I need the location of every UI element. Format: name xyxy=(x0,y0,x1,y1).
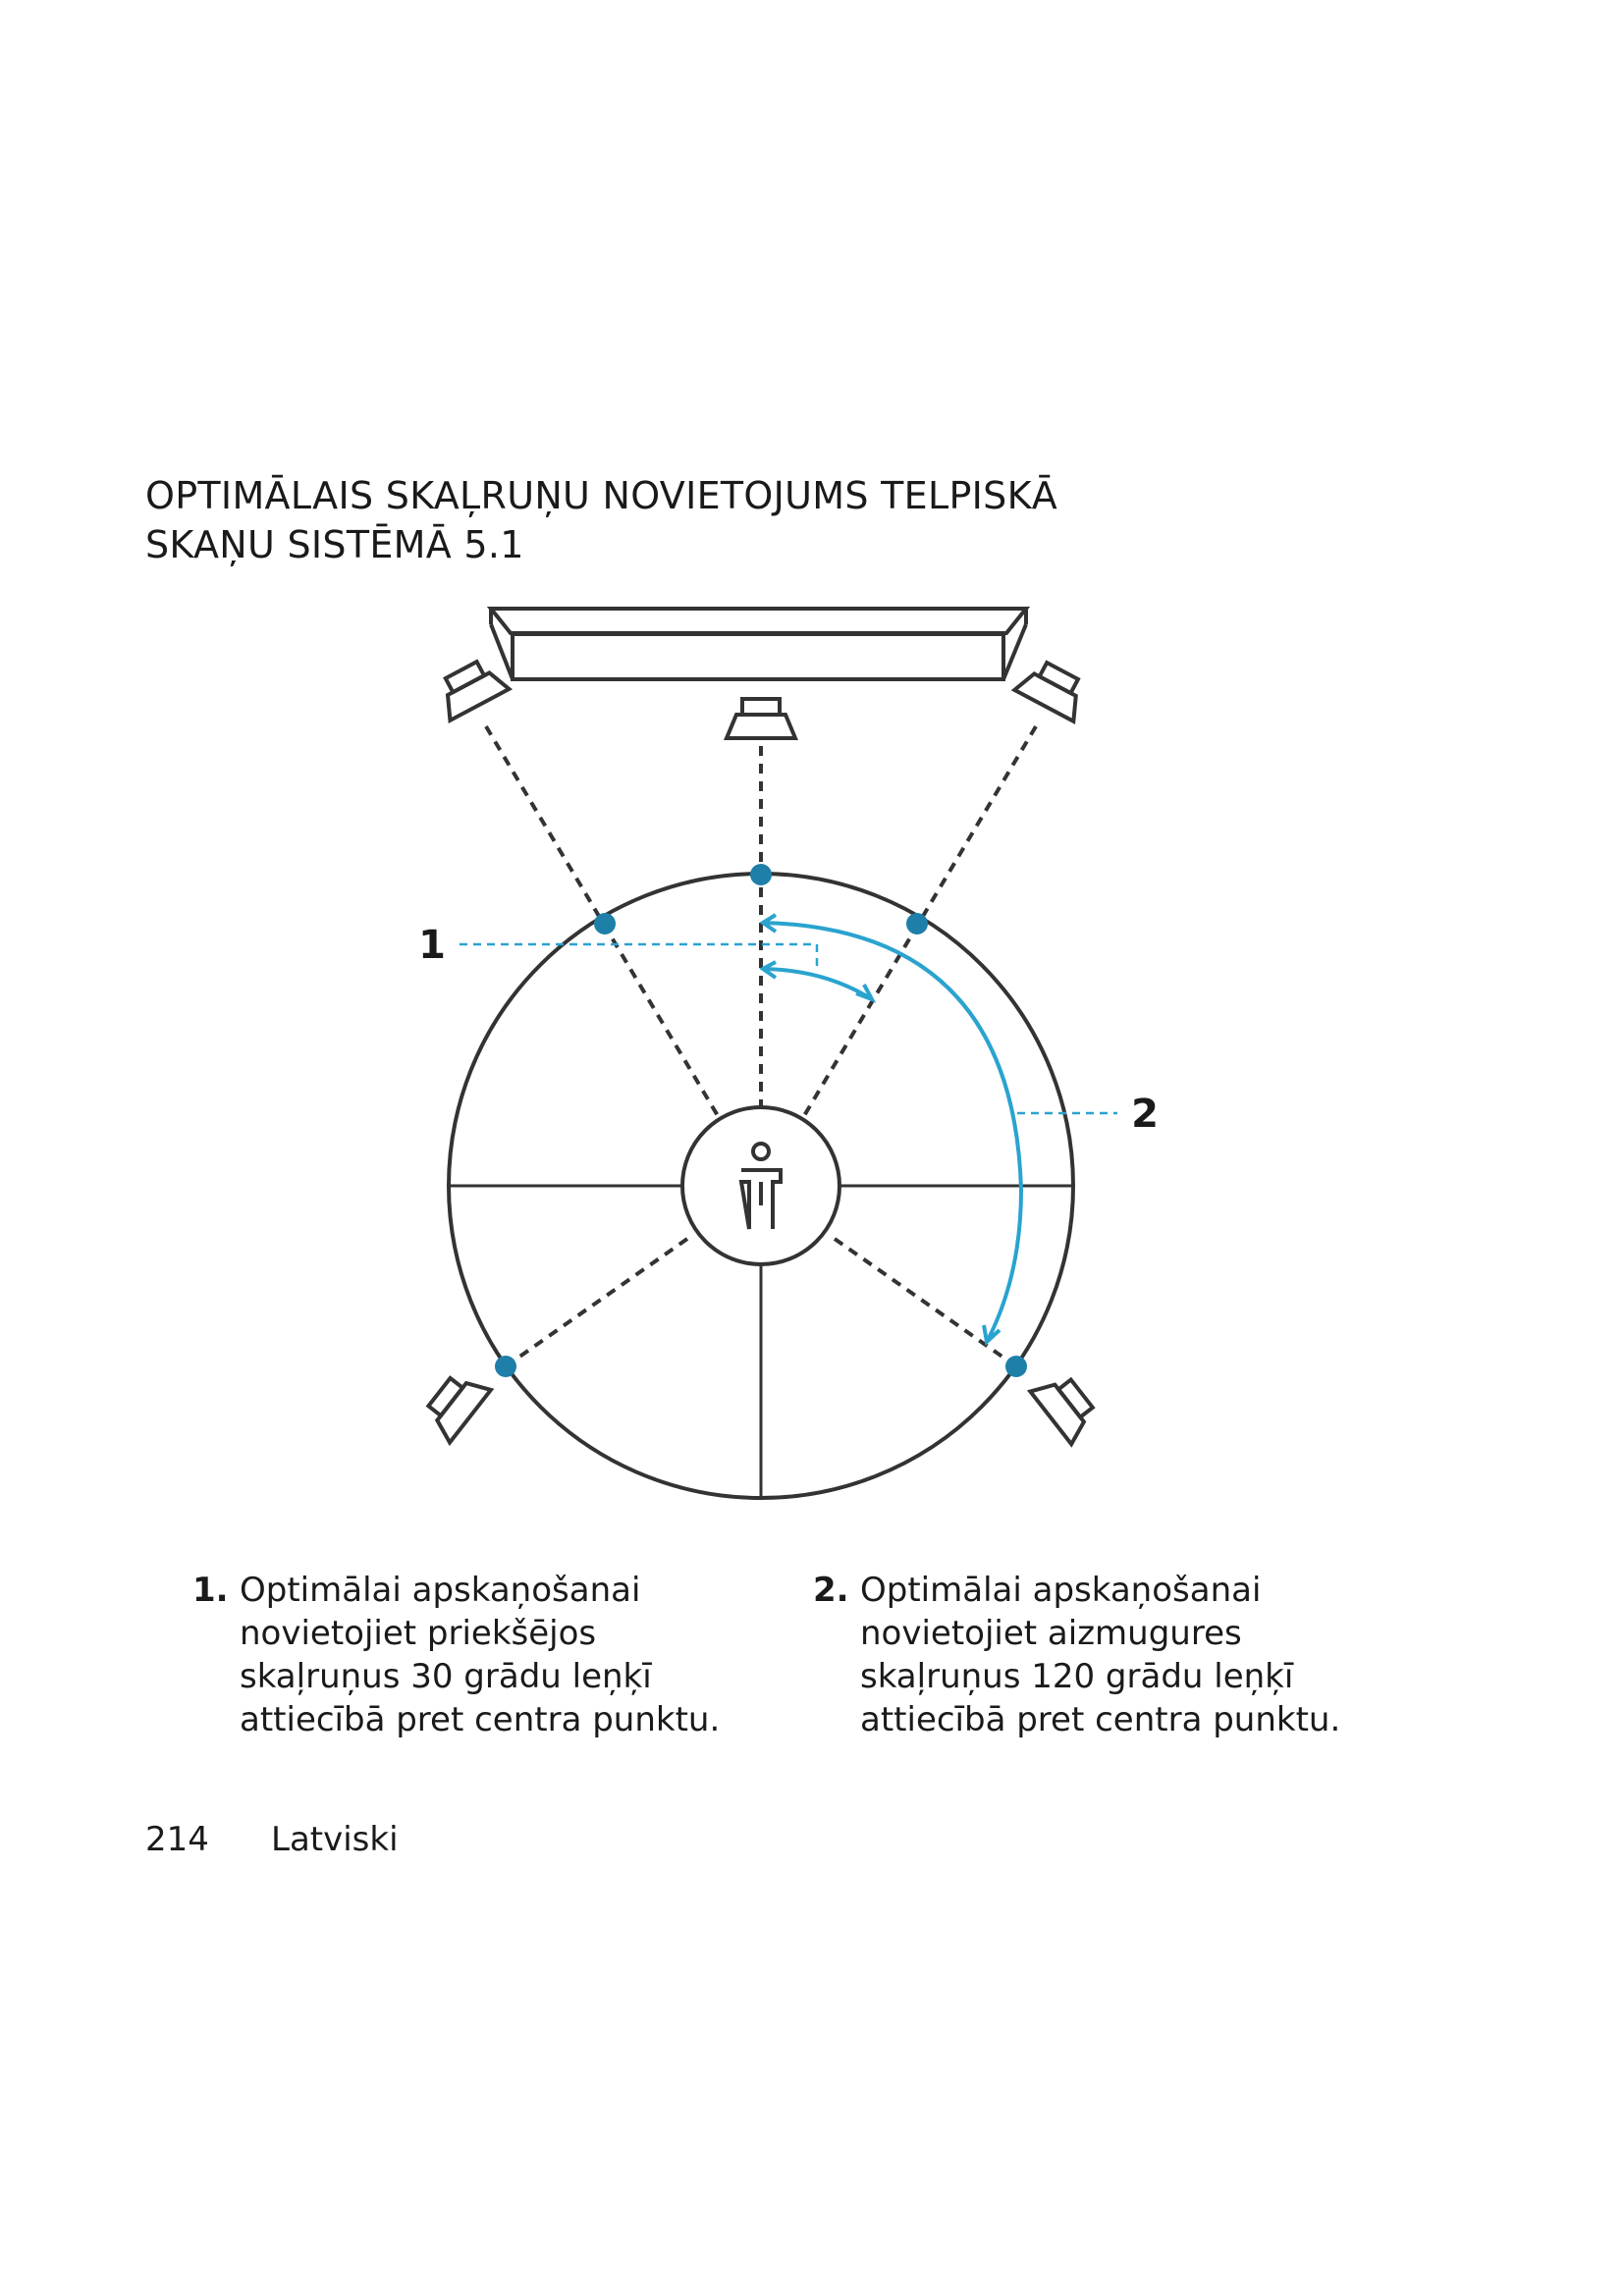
instruction-line: skaļruņus 30 grādu leņķī xyxy=(240,1657,652,1696)
rear-left-speaker-icon xyxy=(419,1365,491,1442)
arc-30-degrees xyxy=(763,969,872,999)
language-label: Latviski xyxy=(271,1820,399,1859)
instruction-line: skaļruņus 120 grādu leņķī xyxy=(860,1657,1294,1696)
instruction-line: novietojiet aizmugures xyxy=(860,1614,1242,1653)
rear-right-speaker-icon xyxy=(1030,1367,1102,1444)
rear-left-line xyxy=(506,1239,687,1366)
instruction-line: Optimālai apskaņošanai xyxy=(860,1571,1262,1610)
instruction-line: Optimālai apskaņošanai xyxy=(240,1571,641,1610)
page-title-line-2: SKAŅU SISTĒMĀ 5.1 xyxy=(145,523,524,566)
center-speaker-icon xyxy=(727,699,795,738)
rear-left-dot xyxy=(495,1356,516,1377)
callout-2-label: 2 xyxy=(1131,1092,1159,1137)
instruction-line: attiecībā pret centra punktu. xyxy=(860,1700,1341,1739)
instruction-line: novietojiet priekšējos xyxy=(240,1614,597,1653)
rear-right-dot xyxy=(1005,1356,1027,1377)
instruction-number: 2. xyxy=(813,1571,849,1610)
rear-right-line xyxy=(835,1239,1016,1366)
front-right-speaker-icon xyxy=(1014,656,1092,721)
instruction-line: attiecībā pret centra punktu. xyxy=(240,1700,721,1739)
front-left-speaker-icon xyxy=(432,655,510,721)
page-title-line-1: OPTIMĀLAIS SKAĻRUŅU NOVIETOJUMS TELPISKĀ xyxy=(145,474,1058,517)
front-right-dot xyxy=(906,913,928,934)
tv-screen xyxy=(491,609,1026,679)
front-left-dot xyxy=(594,913,616,934)
instruction-text xyxy=(860,1569,1410,1741)
center-dot xyxy=(750,864,772,885)
page-number: 214 xyxy=(145,1820,209,1859)
instruction-text xyxy=(240,1569,789,1741)
callout-1-label: 1 xyxy=(418,923,446,968)
instruction-number: 1. xyxy=(192,1571,229,1610)
callout-1-leader xyxy=(460,944,817,967)
